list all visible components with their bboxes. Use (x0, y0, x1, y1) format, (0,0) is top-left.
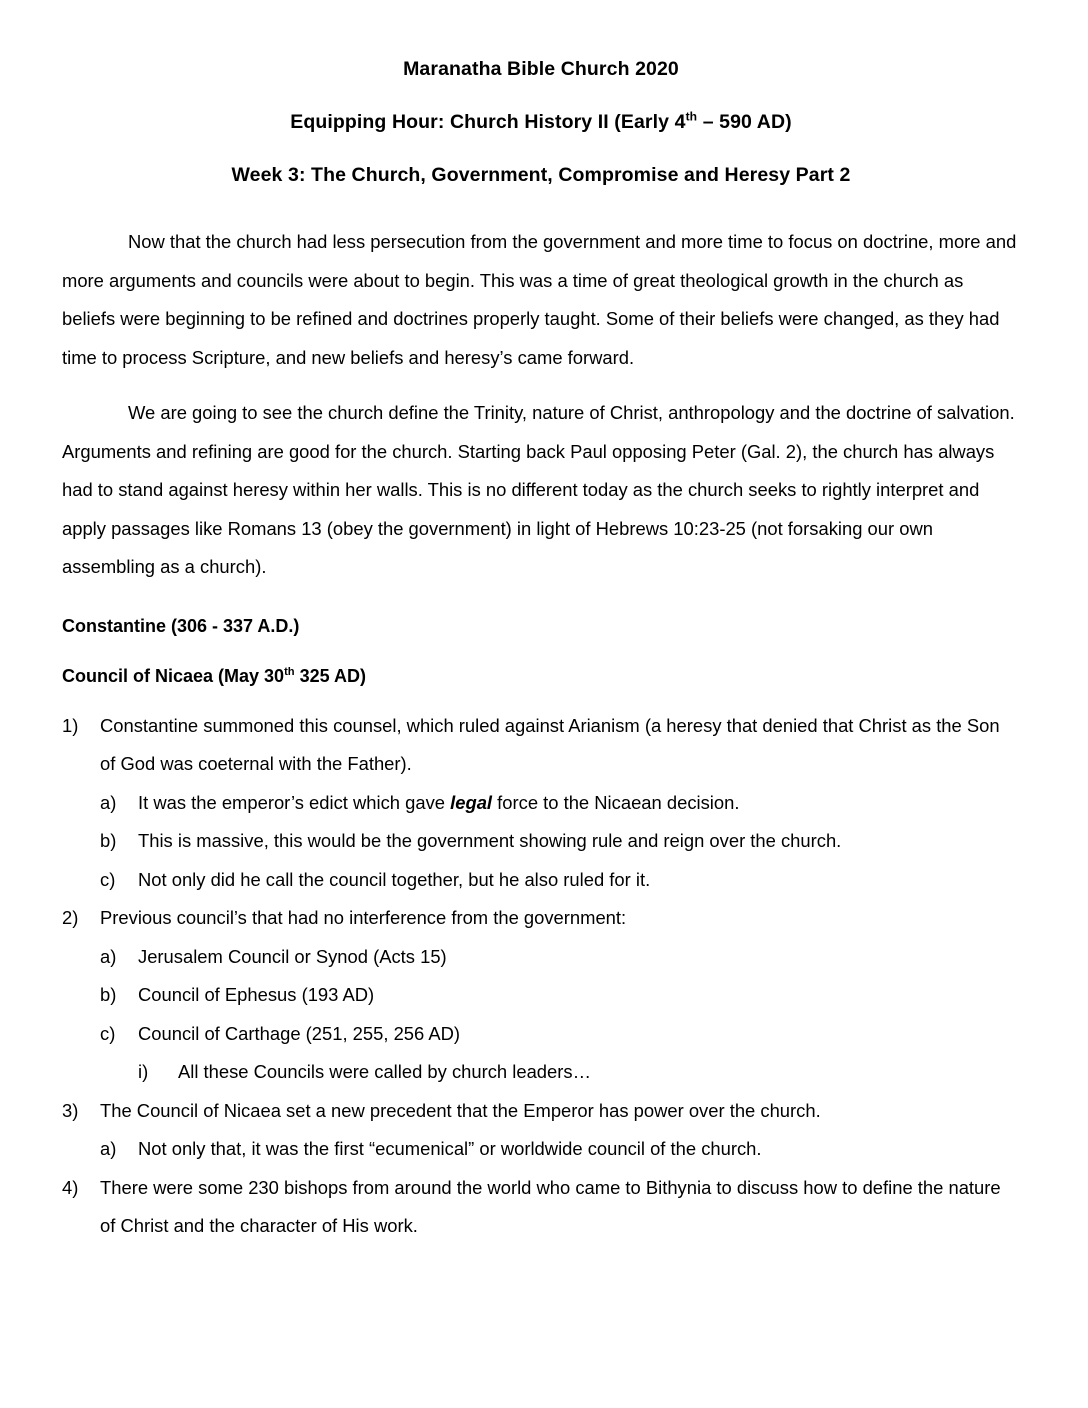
sublist (100, 1130, 1020, 1169)
list-item (100, 861, 1020, 900)
council-heading-post: 325 AD) (294, 665, 366, 686)
list-item-text: There were some 230 bishops from around the world who came to Bithynia to discuss how to define the nature of Christ and the character of His work. (100, 1176, 1001, 1236)
list-item (100, 822, 1020, 861)
list-item (100, 976, 1020, 1015)
course-title-ordinal: th (685, 109, 698, 124)
list-marker: a) (100, 945, 117, 967)
list-marker: 3) (62, 1099, 79, 1121)
course-title-post: – 590 AD) (697, 111, 792, 133)
list-item-text: Council of Ephesus (193 AD) (138, 984, 375, 1005)
course-title (62, 111, 1020, 134)
week-title: Week 3: The Church, Government, Compromise and Heresy Part 2 (231, 164, 851, 186)
list-item-text: Not only did he call the council together, but he also ruled for it. (138, 868, 651, 890)
list-marker: 2) (62, 907, 79, 928)
list-marker: i) (138, 1061, 149, 1082)
list-item (62, 1169, 1020, 1246)
list-marker: 4) (62, 1176, 79, 1198)
list-item (100, 784, 1020, 823)
emphasized-word: legal (450, 791, 493, 813)
list-item (100, 1130, 1020, 1169)
list-item-text-pre: It was the emperor’s edict which gave (138, 791, 451, 813)
list-item-text: The Council of Nicaea set a new precedent that the Emperor has power over the church. (100, 1099, 821, 1121)
subsublist (138, 1053, 1020, 1092)
section-heading-constantine: Constantine (306 - 337 A.D.) (62, 615, 300, 636)
list-item-text: Council of Carthage (251, 255, 256 AD) (138, 1022, 461, 1044)
course-title-pre: Equipping Hour: Church History II (Early 4 (290, 111, 686, 133)
list-item-text: Constantine summoned this counsel, which ruled against Arianism (a heresy that denied that Christ as the Son of God was coeternal with the Father). (100, 714, 1000, 774)
list-item-text: Not only that, it was the first “ecumenical” or worldwide council of the church. (138, 1138, 762, 1159)
list-item-text: Jerusalem Council or Synod (Acts 15) (138, 945, 447, 967)
list-item-text: Previous council’s that had no interference from the government: (100, 907, 627, 928)
intro-paragraph-2: We are going to see the church define the Trinity, nature of Christ, anthropology and the doctrine of salvation. Arguments and refining are good for the church. Starting back Paul opposing Peter (Gal. 2), the church has always had to stand against heresy within her walls. This is no different today as the church seeks to rightly interpret and apply passages like Romans 13 (obey the government) in light of Hebrews 10:23-25 (not forsaking our own assembling as a church). (62, 402, 1015, 577)
outline-list (62, 707, 1020, 1246)
list-item-text: All these Councils were called by church leaders… (178, 1061, 591, 1082)
council-heading-ordinal: th (284, 665, 295, 678)
list-item (138, 1053, 1020, 1092)
list-item (62, 899, 1020, 1092)
list-item (62, 707, 1020, 900)
sublist (100, 938, 1020, 1092)
list-item (62, 1092, 1020, 1169)
list-item (100, 938, 1020, 977)
page-title: Maranatha Bible Church 2020 (403, 58, 679, 80)
list-marker: 1) (62, 714, 79, 736)
list-item-text-post: force to the Nicaean decision. (492, 791, 740, 813)
list-marker: a) (100, 1138, 117, 1159)
section-heading-council-of-nicaea (62, 663, 1020, 689)
list-marker: c) (100, 868, 116, 890)
list-item (100, 1015, 1020, 1092)
council-heading-pre: Council of Nicaea (May 30 (62, 665, 285, 686)
list-marker: b) (100, 830, 117, 851)
intro-paragraph-1: Now that the church had less persecution from the government and more time to focus on doctrine, more and more arguments and councils were about to begin. This was a time of great theological growth in the church as beliefs were beginning to be refined and doctrines properly taught. Some of their beliefs were changed, as they had time to process Scripture, and new beliefs and heresy’s came forward. (62, 231, 1017, 368)
list-marker: c) (100, 1022, 116, 1044)
list-marker: a) (100, 791, 117, 813)
list-marker: b) (100, 984, 117, 1005)
list-item-text: This is massive, this would be the government showing rule and reign over the church. (138, 830, 842, 851)
sublist (100, 784, 1020, 900)
